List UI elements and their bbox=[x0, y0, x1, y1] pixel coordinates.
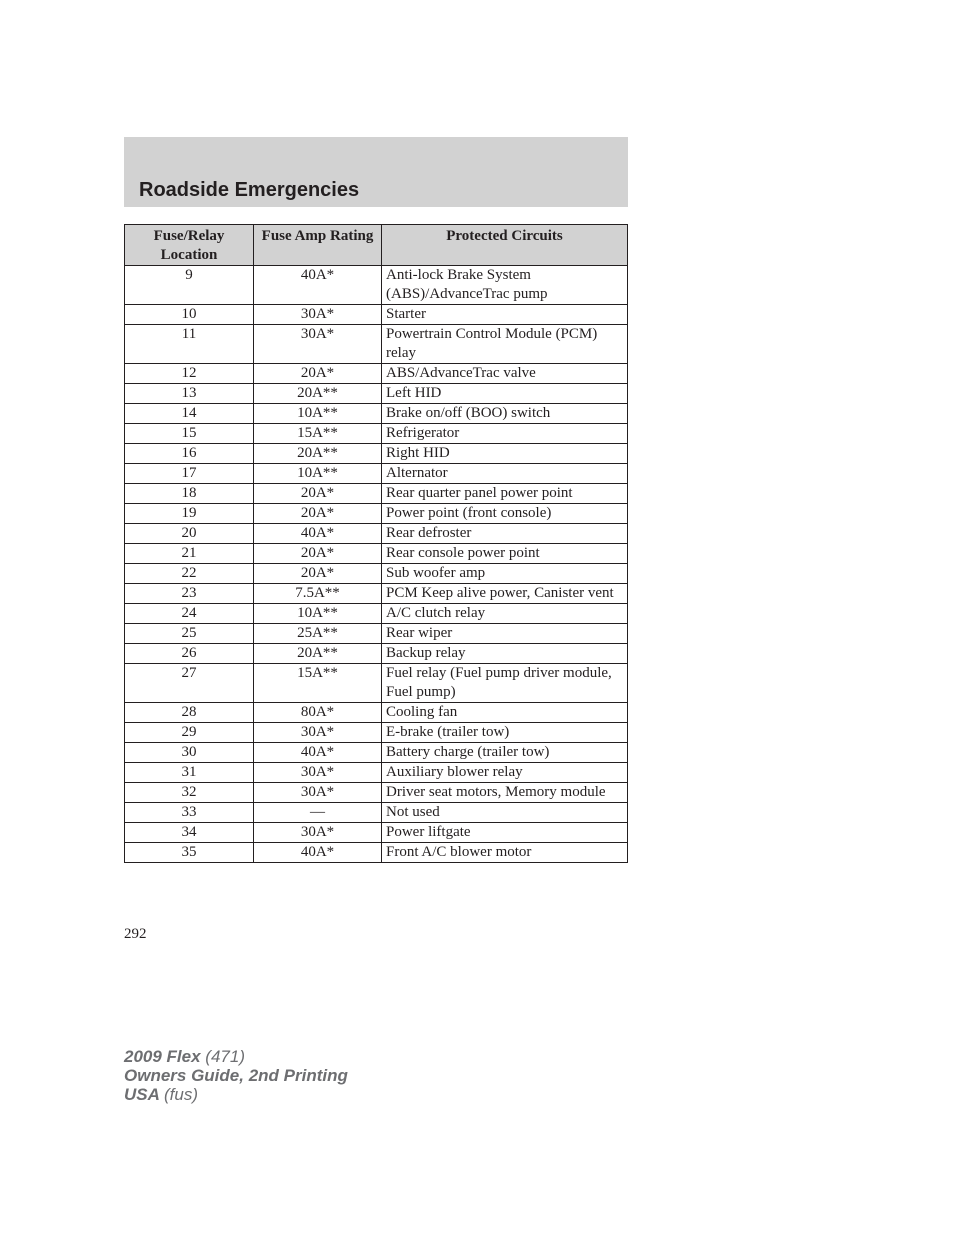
table-row bbox=[125, 484, 628, 504]
fuse-amp-cell: 20A** bbox=[254, 384, 382, 404]
table-row bbox=[125, 404, 628, 424]
table-row bbox=[125, 266, 628, 305]
table-row bbox=[125, 624, 628, 644]
fuse-amp-cell: 20A* bbox=[254, 484, 382, 504]
protected-circuit-cell: Alternator bbox=[382, 464, 628, 484]
fuse-location-cell: 34 bbox=[125, 823, 254, 843]
protected-circuit-cell: Right HID bbox=[382, 444, 628, 464]
protected-circuit-cell: Power liftgate bbox=[382, 823, 628, 843]
fuse-amp-cell: 30A* bbox=[254, 783, 382, 803]
fuse-amp-cell: 20A* bbox=[254, 544, 382, 564]
fuse-amp-cell: 80A* bbox=[254, 703, 382, 723]
fuse-amp-cell: 20A* bbox=[254, 564, 382, 584]
fuse-amp-cell: 20A* bbox=[254, 364, 382, 384]
table-row bbox=[125, 644, 628, 664]
fuse-location-cell: 14 bbox=[125, 404, 254, 424]
fuse-location-cell: 25 bbox=[125, 624, 254, 644]
fuse-location-cell: 35 bbox=[125, 843, 254, 863]
header-location: Fuse/Relay Location bbox=[125, 225, 254, 266]
protected-circuit-cell: Auxiliary blower relay bbox=[382, 763, 628, 783]
footer-market-code: (fus) bbox=[164, 1085, 198, 1104]
fuse-amp-cell: 15A** bbox=[254, 424, 382, 444]
footer-model: 2009 Flex bbox=[124, 1047, 201, 1066]
fuse-amp-cell: 40A* bbox=[254, 843, 382, 863]
fuse-amp-cell: 20A** bbox=[254, 444, 382, 464]
fuse-location-cell: 28 bbox=[125, 703, 254, 723]
table-row bbox=[125, 803, 628, 823]
fuse-location-cell: 13 bbox=[125, 384, 254, 404]
protected-circuit-cell: Fuel relay (Fuel pump driver module, Fuel pump) bbox=[382, 664, 628, 703]
fuse-location-cell: 12 bbox=[125, 364, 254, 384]
fuse-location-cell: 18 bbox=[125, 484, 254, 504]
protected-circuit-cell: PCM Keep alive power, Canister vent bbox=[382, 584, 628, 604]
fuse-amp-cell: 40A* bbox=[254, 524, 382, 544]
fuse-amp-cell: 40A* bbox=[254, 266, 382, 305]
protected-circuit-cell: Power point (front console) bbox=[382, 504, 628, 524]
fuse-location-cell: 31 bbox=[125, 763, 254, 783]
fuse-location-cell: 24 bbox=[125, 604, 254, 624]
document-footer bbox=[124, 1047, 348, 1104]
header-amp-rating: Fuse Amp Rating bbox=[254, 225, 382, 266]
fuse-amp-cell: 30A* bbox=[254, 823, 382, 843]
table-row bbox=[125, 564, 628, 584]
table-row bbox=[125, 783, 628, 803]
footer-line-model bbox=[124, 1047, 348, 1066]
fuse-location-cell: 20 bbox=[125, 524, 254, 544]
fuse-amp-cell: 10A** bbox=[254, 464, 382, 484]
protected-circuit-cell: Front A/C blower motor bbox=[382, 843, 628, 863]
fuse-location-cell: 33 bbox=[125, 803, 254, 823]
table-row bbox=[125, 604, 628, 624]
fuse-location-cell: 30 bbox=[125, 743, 254, 763]
fuse-location-cell: 19 bbox=[125, 504, 254, 524]
fuse-amp-cell: 30A* bbox=[254, 325, 382, 364]
protected-circuit-cell: Backup relay bbox=[382, 644, 628, 664]
fuse-amp-cell: 15A** bbox=[254, 664, 382, 703]
table-row bbox=[125, 723, 628, 743]
fuse-amp-cell: 30A* bbox=[254, 305, 382, 325]
table-row bbox=[125, 464, 628, 484]
fuse-table-header bbox=[125, 225, 628, 266]
table-row bbox=[125, 743, 628, 763]
table-row bbox=[125, 305, 628, 325]
fuse-amp-cell: 30A* bbox=[254, 763, 382, 783]
protected-circuit-cell: ABS/AdvanceTrac valve bbox=[382, 364, 628, 384]
fuse-location-cell: 22 bbox=[125, 564, 254, 584]
table-row bbox=[125, 424, 628, 444]
footer-line-market bbox=[124, 1085, 348, 1104]
table-row bbox=[125, 325, 628, 364]
footer-line-guide: Owners Guide, 2nd Printing bbox=[124, 1066, 348, 1085]
fuse-location-cell: 23 bbox=[125, 584, 254, 604]
footer-model-code: (471) bbox=[205, 1047, 245, 1066]
protected-circuit-cell: Powertrain Control Module (PCM) relay bbox=[382, 325, 628, 364]
fuse-amp-cell: 40A* bbox=[254, 743, 382, 763]
fuse-amp-cell: 10A** bbox=[254, 404, 382, 424]
fuse-location-cell: 15 bbox=[125, 424, 254, 444]
table-row bbox=[125, 584, 628, 604]
fuse-location-cell: 32 bbox=[125, 783, 254, 803]
protected-circuit-cell: Rear wiper bbox=[382, 624, 628, 644]
fuse-location-cell: 17 bbox=[125, 464, 254, 484]
fuse-location-cell: 27 bbox=[125, 664, 254, 703]
table-row bbox=[125, 763, 628, 783]
table-row bbox=[125, 703, 628, 723]
fuse-location-cell: 21 bbox=[125, 544, 254, 564]
fuse-table-header-row bbox=[125, 225, 628, 266]
fuse-amp-cell: — bbox=[254, 803, 382, 823]
protected-circuit-cell: Rear console power point bbox=[382, 544, 628, 564]
table-row bbox=[125, 364, 628, 384]
fuse-location-cell: 11 bbox=[125, 325, 254, 364]
protected-circuit-cell: Battery charge (trailer tow) bbox=[382, 743, 628, 763]
section-title: Roadside Emergencies bbox=[139, 179, 360, 201]
fuse-amp-cell: 20A** bbox=[254, 644, 382, 664]
footer-market: USA bbox=[124, 1085, 160, 1104]
table-row bbox=[125, 384, 628, 404]
protected-circuit-cell: Brake on/off (BOO) switch bbox=[382, 404, 628, 424]
fuse-table-body bbox=[125, 266, 628, 863]
protected-circuit-cell: Sub woofer amp bbox=[382, 564, 628, 584]
protected-circuit-cell: A/C clutch relay bbox=[382, 604, 628, 624]
protected-circuit-cell: Cooling fan bbox=[382, 703, 628, 723]
protected-circuit-cell: E-brake (trailer tow) bbox=[382, 723, 628, 743]
fuse-amp-cell: 10A** bbox=[254, 604, 382, 624]
page-number: 292 bbox=[124, 926, 147, 942]
table-row bbox=[125, 524, 628, 544]
protected-circuit-cell: Driver seat motors, Memory module bbox=[382, 783, 628, 803]
fuse-amp-cell: 30A* bbox=[254, 723, 382, 743]
fuse-amp-cell: 20A* bbox=[254, 504, 382, 524]
fuse-location-cell: 10 bbox=[125, 305, 254, 325]
fuse-location-cell: 9 bbox=[125, 266, 254, 305]
fuse-location-cell: 26 bbox=[125, 644, 254, 664]
fuse-table bbox=[124, 224, 628, 863]
protected-circuit-cell: Left HID bbox=[382, 384, 628, 404]
protected-circuit-cell: Refrigerator bbox=[382, 424, 628, 444]
table-row bbox=[125, 843, 628, 863]
protected-circuit-cell: Starter bbox=[382, 305, 628, 325]
header-protected-circuits: Protected Circuits bbox=[382, 225, 628, 266]
table-row bbox=[125, 544, 628, 564]
table-row bbox=[125, 504, 628, 524]
table-row bbox=[125, 444, 628, 464]
protected-circuit-cell: Rear defroster bbox=[382, 524, 628, 544]
fuse-location-cell: 29 bbox=[125, 723, 254, 743]
fuse-amp-cell: 25A** bbox=[254, 624, 382, 644]
protected-circuit-cell: Anti-lock Brake System (ABS)/AdvanceTrac pump bbox=[382, 266, 628, 305]
table-row bbox=[125, 664, 628, 703]
protected-circuit-cell: Rear quarter panel power point bbox=[382, 484, 628, 504]
fuse-amp-cell: 7.5A** bbox=[254, 584, 382, 604]
protected-circuit-cell: Not used bbox=[382, 803, 628, 823]
fuse-location-cell: 16 bbox=[125, 444, 254, 464]
table-row bbox=[125, 823, 628, 843]
